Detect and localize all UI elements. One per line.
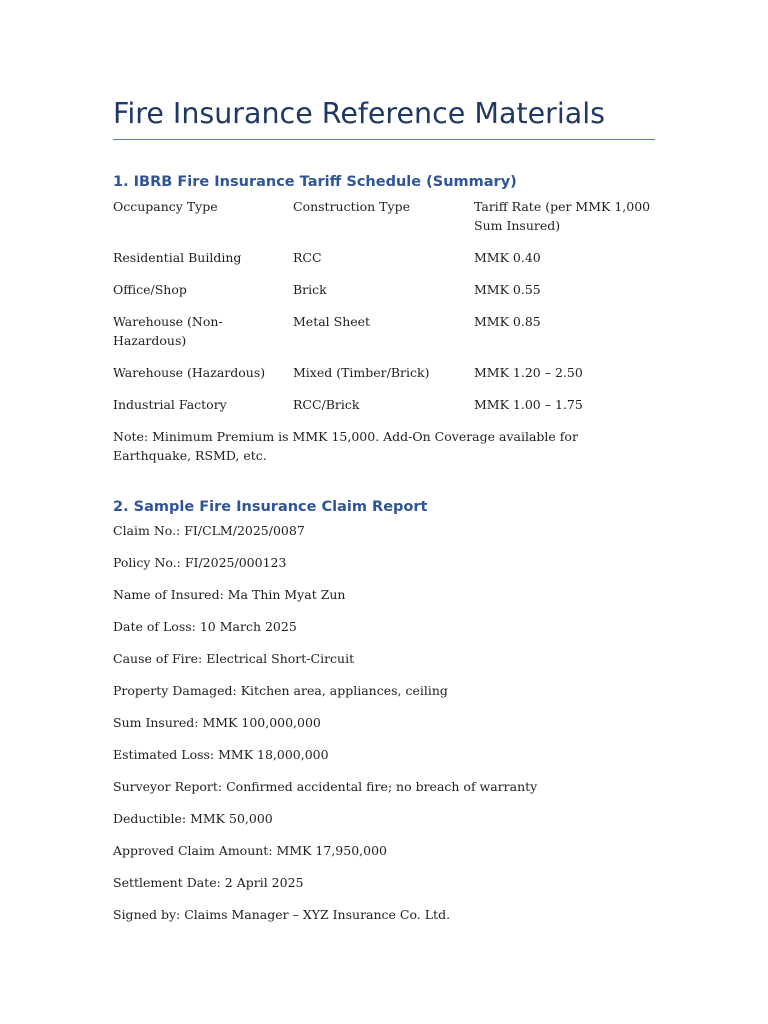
settlement-date: Settlement Date: 2 April 2025 xyxy=(113,875,304,890)
column-header-construction: Construction Type xyxy=(293,199,410,214)
insured-name: Name of Insured: Ma Thin Myat Zun xyxy=(113,587,346,602)
construction-cell: Mixed (Timber/Brick) xyxy=(293,365,430,380)
occupancy-cell: Warehouse (Hazardous) xyxy=(113,365,266,380)
occupancy-cell: Industrial Factory xyxy=(113,397,227,412)
tariff-section-heading: 1. IBRB Fire Insurance Tariff Schedule (Summary) xyxy=(113,174,517,190)
signed-by: Signed by: Claims Manager – XYZ Insurance Co. Ltd. xyxy=(113,907,451,922)
sum-insured: Sum Insured: MMK 100,000,000 xyxy=(113,715,321,730)
claim-section-heading: 2. Sample Fire Insurance Claim Report xyxy=(113,499,428,515)
tariff-rate-cell: MMK 1.20 – 2.50 xyxy=(474,365,583,380)
tariff-rate-cell: MMK 0.40 xyxy=(474,250,541,265)
date-of-loss: Date of Loss: 10 March 2025 xyxy=(113,619,297,634)
construction-cell: RCC xyxy=(293,250,322,265)
tariff-rate-cell: MMK 0.55 xyxy=(474,282,541,297)
cause-of-fire: Cause of Fire: Electrical Short-Circuit xyxy=(113,651,355,666)
claim-number: Claim No.: FI/CLM/2025/0087 xyxy=(113,523,305,538)
occupancy-cell: Office/Shop xyxy=(113,282,187,297)
construction-cell: RCC/Brick xyxy=(293,397,360,412)
deductible: Deductible: MMK 50,000 xyxy=(113,811,273,826)
occupancy-cell: Warehouse (Non-Hazardous) xyxy=(113,314,223,348)
construction-cell: Metal Sheet xyxy=(293,314,371,329)
document-title: Fire Insurance Reference Materials xyxy=(113,94,655,140)
approved-claim-amount: Approved Claim Amount: MMK 17,950,000 xyxy=(113,843,387,858)
construction-cell: Brick xyxy=(293,282,327,297)
occupancy-cell: Residential Building xyxy=(113,250,242,265)
policy-number: Policy No.: FI/2025/000123 xyxy=(113,555,287,570)
column-header-tariff-rate: Tariff Rate (per MMK 1,000 Sum Insured) xyxy=(474,199,651,233)
surveyor-report: Surveyor Report: Confirmed accidental fire; no breach of warranty xyxy=(113,779,538,794)
column-header-occupancy: Occupancy Type xyxy=(113,199,218,214)
tariff-rate-cell: MMK 0.85 xyxy=(474,314,541,329)
estimated-loss: Estimated Loss: MMK 18,000,000 xyxy=(113,747,329,762)
property-damaged: Property Damaged: Kitchen area, appliances, ceiling xyxy=(113,683,448,698)
tariff-rate-cell: MMK 1.00 – 1.75 xyxy=(474,397,583,412)
tariff-note: Note: Minimum Premium is MMK 15,000. Add-On Coverage available for Earthquake, RSMD, etc. xyxy=(113,429,578,463)
